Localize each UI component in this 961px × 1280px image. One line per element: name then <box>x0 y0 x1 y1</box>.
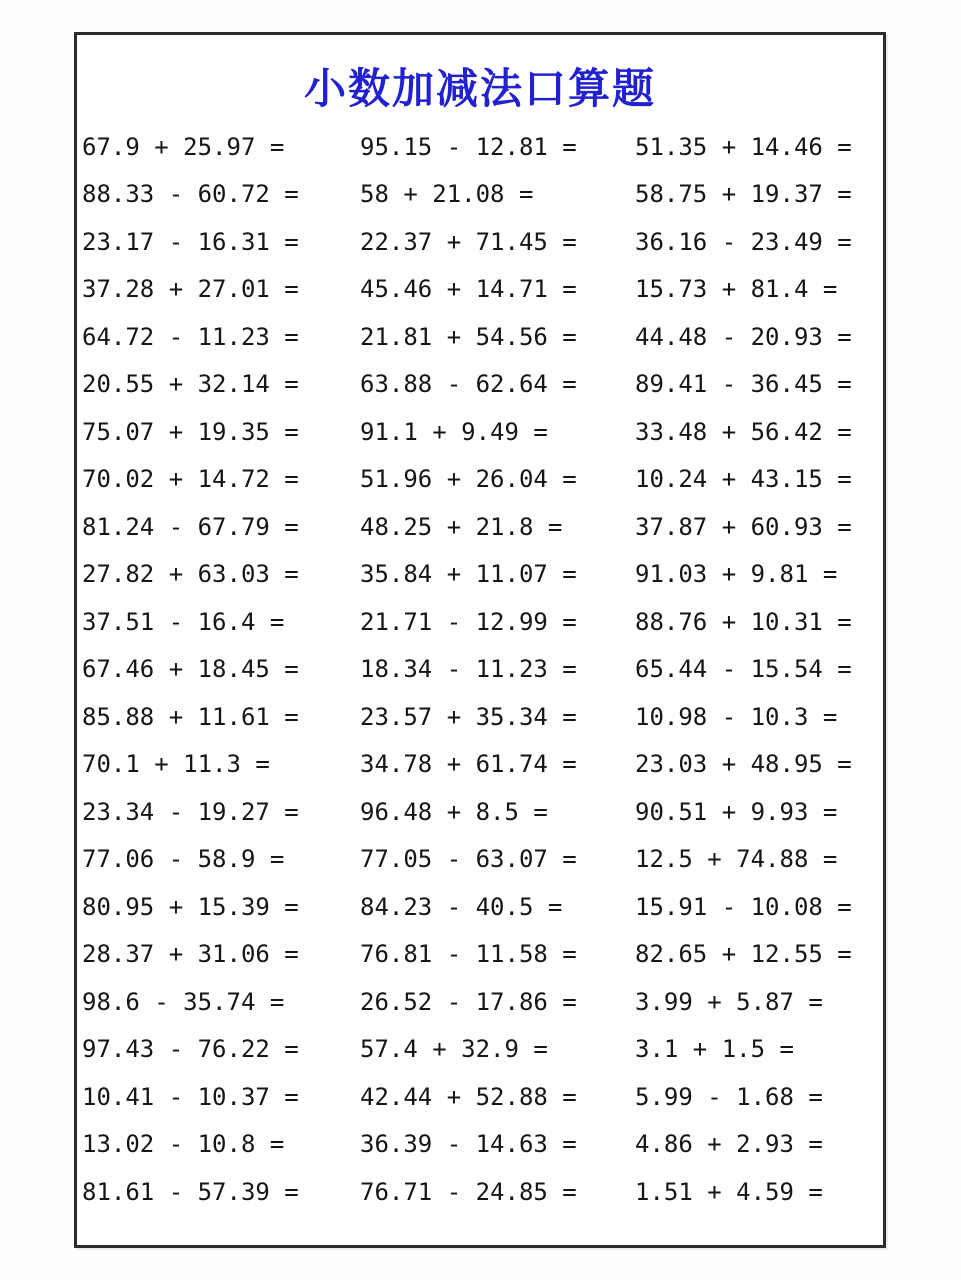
problem-cell: 15.73 + 81.4 = <box>635 275 838 304</box>
problem-cell: 4.86 + 2.93 = <box>635 1130 823 1159</box>
problem-cell: 91.03 + 9.81 = <box>635 560 838 589</box>
problem-cell: 76.71 - 24.85 = <box>360 1177 577 1206</box>
problem-cell: 34.78 + 61.74 = <box>360 750 577 779</box>
problem-cell: 37.87 + 60.93 = <box>635 512 852 541</box>
problem-cell: 37.51 - 16.4 = <box>82 607 285 636</box>
problem-cell: 15.91 - 10.08 = <box>635 892 852 921</box>
problem-cell: 89.41 - 36.45 = <box>635 370 852 399</box>
problem-cell: 3.1 + 1.5 = <box>635 1035 794 1064</box>
problem-cell: 95.15 - 12.81 = <box>360 132 577 161</box>
problem-cell: 35.84 + 11.07 = <box>360 560 577 589</box>
problem-grid <box>77 123 883 1216</box>
problem-cell: 82.65 + 12.55 = <box>635 940 852 969</box>
problem-cell: 37.28 + 27.01 = <box>82 275 299 304</box>
problem-cell: 85.88 + 11.61 = <box>82 702 299 731</box>
problem-cell: 45.46 + 14.71 = <box>360 275 577 304</box>
problem-cell: 81.24 - 67.79 = <box>82 512 299 541</box>
problem-cell: 21.71 - 12.99 = <box>360 607 577 636</box>
problem-cell: 88.76 + 10.31 = <box>635 607 852 636</box>
problem-cell: 63.88 - 62.64 = <box>360 370 577 399</box>
problem-cell: 90.51 + 9.93 = <box>635 797 838 826</box>
problem-cell: 23.17 - 16.31 = <box>82 227 299 256</box>
problem-cell: 12.5 + 74.88 = <box>635 845 838 874</box>
problem-cell: 67.46 + 18.45 = <box>82 655 299 684</box>
problem-cell: 44.48 - 20.93 = <box>635 322 852 351</box>
problem-cell: 70.1 + 11.3 = <box>82 750 270 779</box>
problem-cell: 77.05 - 63.07 = <box>360 845 577 874</box>
problem-cell: 58.75 + 19.37 = <box>635 180 852 209</box>
problem-cell: 48.25 + 21.8 = <box>360 512 563 541</box>
problem-cell: 27.82 + 63.03 = <box>82 560 299 589</box>
problem-cell: 98.6 - 35.74 = <box>82 987 285 1016</box>
problem-cell: 23.34 - 19.27 = <box>82 797 299 826</box>
problem-cell: 26.52 - 17.86 = <box>360 987 577 1016</box>
problem-cell: 36.39 - 14.63 = <box>360 1130 577 1159</box>
problem-cell: 22.37 + 71.45 = <box>360 227 577 256</box>
problem-cell: 13.02 - 10.8 = <box>82 1130 285 1159</box>
problem-cell: 10.98 - 10.3 = <box>635 702 838 731</box>
problem-cell: 10.24 + 43.15 = <box>635 465 852 494</box>
page-title: 小数加减法口算题 <box>303 64 656 113</box>
problem-cell: 57.4 + 32.9 = <box>360 1035 548 1064</box>
problem-cell: 23.03 + 48.95 = <box>635 750 852 779</box>
problem-cell: 1.51 + 4.59 = <box>635 1177 823 1206</box>
problem-cell: 23.57 + 35.34 = <box>360 702 577 731</box>
problem-cell: 51.35 + 14.46 = <box>635 132 852 161</box>
problem-cell: 65.44 - 15.54 = <box>635 655 852 684</box>
problem-cell: 18.34 - 11.23 = <box>360 655 577 684</box>
problem-cell: 77.06 - 58.9 = <box>82 845 285 874</box>
problem-cell: 21.81 + 54.56 = <box>360 322 577 351</box>
problem-cell: 5.99 - 1.68 = <box>635 1082 823 1111</box>
problem-cell: 76.81 - 11.58 = <box>360 940 577 969</box>
problem-cell: 97.43 - 76.22 = <box>82 1035 299 1064</box>
problem-cell: 33.48 + 56.42 = <box>635 417 852 446</box>
problem-cell: 91.1 + 9.49 = <box>360 417 548 446</box>
problem-cell: 10.41 - 10.37 = <box>82 1082 299 1111</box>
problem-cell: 96.48 + 8.5 = <box>360 797 548 826</box>
problem-cell: 67.9 + 25.97 = <box>82 132 285 161</box>
problem-cell: 84.23 - 40.5 = <box>360 892 563 921</box>
problem-cell: 58 + 21.08 = <box>360 180 534 209</box>
problem-cell: 70.02 + 14.72 = <box>82 465 299 494</box>
problem-cell: 28.37 + 31.06 = <box>82 940 299 969</box>
problem-cell: 36.16 - 23.49 = <box>635 227 852 256</box>
problem-cell: 81.61 - 57.39 = <box>82 1177 299 1206</box>
problem-cell: 75.07 + 19.35 = <box>82 417 299 446</box>
problem-cell: 20.55 + 32.14 = <box>82 370 299 399</box>
worksheet-page <box>74 32 886 1248</box>
problem-cell: 80.95 + 15.39 = <box>82 892 299 921</box>
problem-cell: 3.99 + 5.87 = <box>635 987 823 1016</box>
problem-cell: 42.44 + 52.88 = <box>360 1082 577 1111</box>
problem-cell: 64.72 - 11.23 = <box>82 322 299 351</box>
problem-cell: 51.96 + 26.04 = <box>360 465 577 494</box>
problem-cell: 88.33 - 60.72 = <box>82 180 299 209</box>
